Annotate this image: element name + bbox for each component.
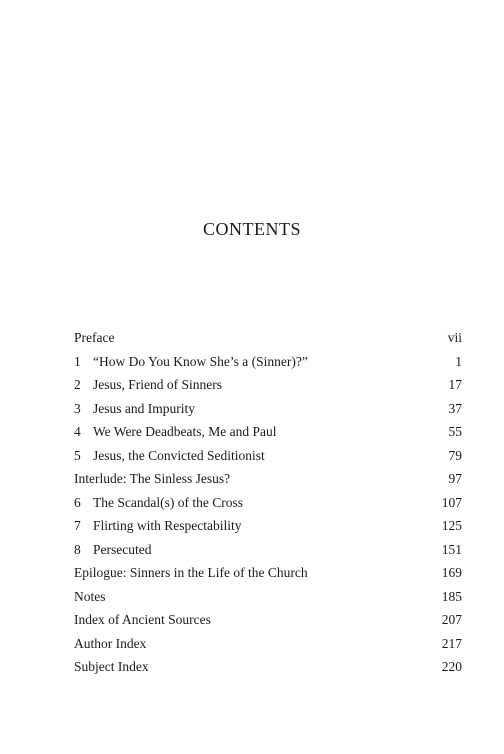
chapter-number: 8 — [74, 541, 81, 557]
chapter-number: 1 — [74, 353, 81, 369]
table-of-contents — [74, 326, 462, 679]
entry-title: The Scandal(s) of the Cross — [93, 494, 243, 510]
toc-entry — [74, 326, 462, 350]
entry-title: Subject Index — [74, 659, 149, 674]
page-number: 17 — [448, 377, 462, 392]
toc-entry — [74, 608, 462, 632]
toc-entry — [74, 538, 462, 562]
page-number: 107 — [441, 494, 462, 510]
page-number: 151 — [441, 541, 462, 557]
chapter-number: 7 — [74, 518, 81, 533]
entry-title: Flirting with Respectability — [93, 518, 242, 533]
page-number: 37 — [448, 400, 462, 416]
entry-title: Notes — [74, 588, 106, 604]
page-number: 217 — [441, 635, 462, 651]
entry-title: Preface — [74, 330, 115, 345]
page-number: 125 — [441, 518, 462, 533]
toc-entry — [74, 632, 462, 656]
entry-title: Jesus and Impurity — [93, 400, 195, 416]
toc-entry — [74, 491, 462, 515]
toc-entry — [74, 420, 462, 444]
page-number: 97 — [448, 471, 462, 486]
toc-entry — [74, 444, 462, 468]
entry-title: “How Do You Know She’s a (Sinner)?” — [93, 353, 308, 369]
toc-entry — [74, 561, 462, 585]
entry-title: Persecuted — [93, 541, 152, 557]
chapter-number: 2 — [74, 377, 81, 392]
page-title: CONTENTS — [203, 219, 301, 239]
entry-title: Index of Ancient Sources — [74, 612, 211, 627]
page-number: 1 — [455, 353, 462, 369]
page-number: 169 — [441, 565, 462, 580]
toc-entry — [74, 397, 462, 421]
chapter-number: 3 — [74, 400, 81, 416]
entry-title: Author Index — [74, 635, 147, 651]
toc-entry — [74, 514, 462, 538]
page-number: 185 — [441, 588, 462, 604]
chapter-number: 6 — [74, 494, 81, 510]
chapter-number: 4 — [74, 424, 81, 439]
toc-entry — [74, 655, 462, 679]
entry-title: Epilogue: Sinners in the Life of the Church — [74, 565, 308, 580]
toc-entry — [74, 350, 462, 374]
entry-title: We Were Deadbeats, Me and Paul — [93, 424, 277, 439]
page-number: 207 — [441, 612, 462, 627]
chapter-number: 5 — [74, 447, 81, 463]
page-number: 220 — [441, 659, 462, 674]
toc-entry — [74, 585, 462, 609]
entry-title: Interlude: The Sinless Jesus? — [74, 471, 231, 486]
page-number: 55 — [448, 424, 462, 439]
entry-title: Jesus, the Convicted Seditionist — [93, 447, 265, 463]
entry-title: Jesus, Friend of Sinners — [93, 377, 222, 392]
toc-entry — [74, 373, 462, 397]
page-number: vii — [447, 330, 462, 345]
toc-entry — [74, 467, 462, 491]
page-number: 79 — [448, 447, 462, 463]
